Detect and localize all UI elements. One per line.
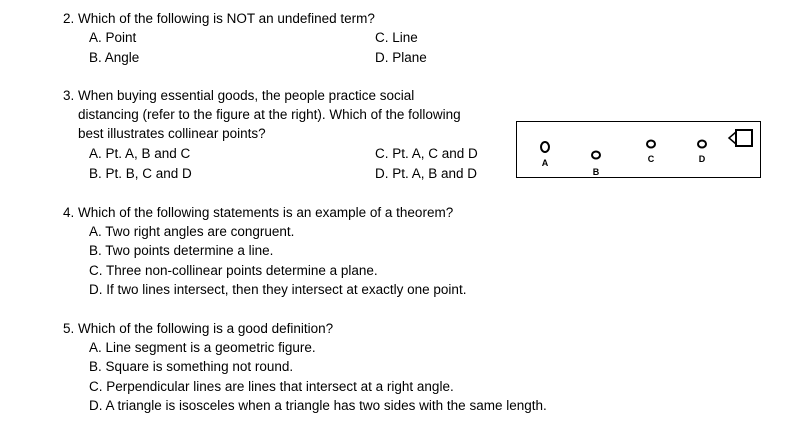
q2-option-d: D. Plane bbox=[375, 50, 427, 65]
q2-option-b: B. Angle bbox=[89, 50, 140, 65]
q5-option-a: A. Line segment is a geometric figure. bbox=[89, 340, 316, 355]
q3-stem-line2: distancing (refer to the figure at the right). Which of the following bbox=[78, 107, 461, 122]
q4-option-b: B. Two points determine a line. bbox=[89, 243, 274, 258]
figure-drawing bbox=[517, 122, 762, 179]
q5-option-c: C. Perpendicular lines are lines that intersect at a right angle. bbox=[89, 379, 454, 394]
q3-stem-line1: 3. When buying essential goods, the people practice social bbox=[63, 88, 415, 103]
q4-option-c: C. Three non-collinear points determine a plane. bbox=[89, 263, 378, 278]
q2-option-a: A. Point bbox=[89, 30, 137, 45]
store-counter-icon bbox=[729, 130, 752, 146]
q3-option-c: C. Pt. A, C and D bbox=[375, 146, 478, 161]
q3-option-d: D. Pt. A, B and D bbox=[375, 166, 478, 181]
point-label-b: B bbox=[592, 167, 600, 177]
social-distancing-figure bbox=[516, 121, 761, 178]
person-c-icon bbox=[647, 141, 655, 165]
q4-option-d: D. If two lines intersect, then they intersect at exactly one point. bbox=[89, 282, 467, 297]
person-a-icon bbox=[541, 142, 549, 168]
q5-stem: 5. Which of the following is a good definition? bbox=[63, 321, 334, 336]
q4-stem: 4. Which of the following statements is an example of a theorem? bbox=[63, 205, 454, 220]
point-label-a: A bbox=[541, 158, 549, 168]
point-label-c: C bbox=[647, 154, 655, 164]
q4-option-a: A. Two right angles are congruent. bbox=[89, 224, 295, 239]
q3-stem-line3: best illustrates collinear points? bbox=[78, 126, 266, 141]
person-b-icon bbox=[592, 152, 600, 178]
q2-stem: 2. Which of the following is NOT an undefined term? bbox=[63, 11, 375, 26]
q5-option-d: D. A triangle is isosceles when a triangle has two sides with the same length. bbox=[89, 398, 547, 413]
q3-option-a: A. Pt. A, B and C bbox=[89, 146, 191, 161]
q3-option-b: B. Pt. B, C and D bbox=[89, 166, 192, 181]
q2-option-c: C. Line bbox=[375, 30, 418, 45]
person-d-icon bbox=[698, 141, 706, 165]
point-label-d: D bbox=[698, 154, 706, 164]
q5-option-b: B. Square is something not round. bbox=[89, 359, 294, 374]
